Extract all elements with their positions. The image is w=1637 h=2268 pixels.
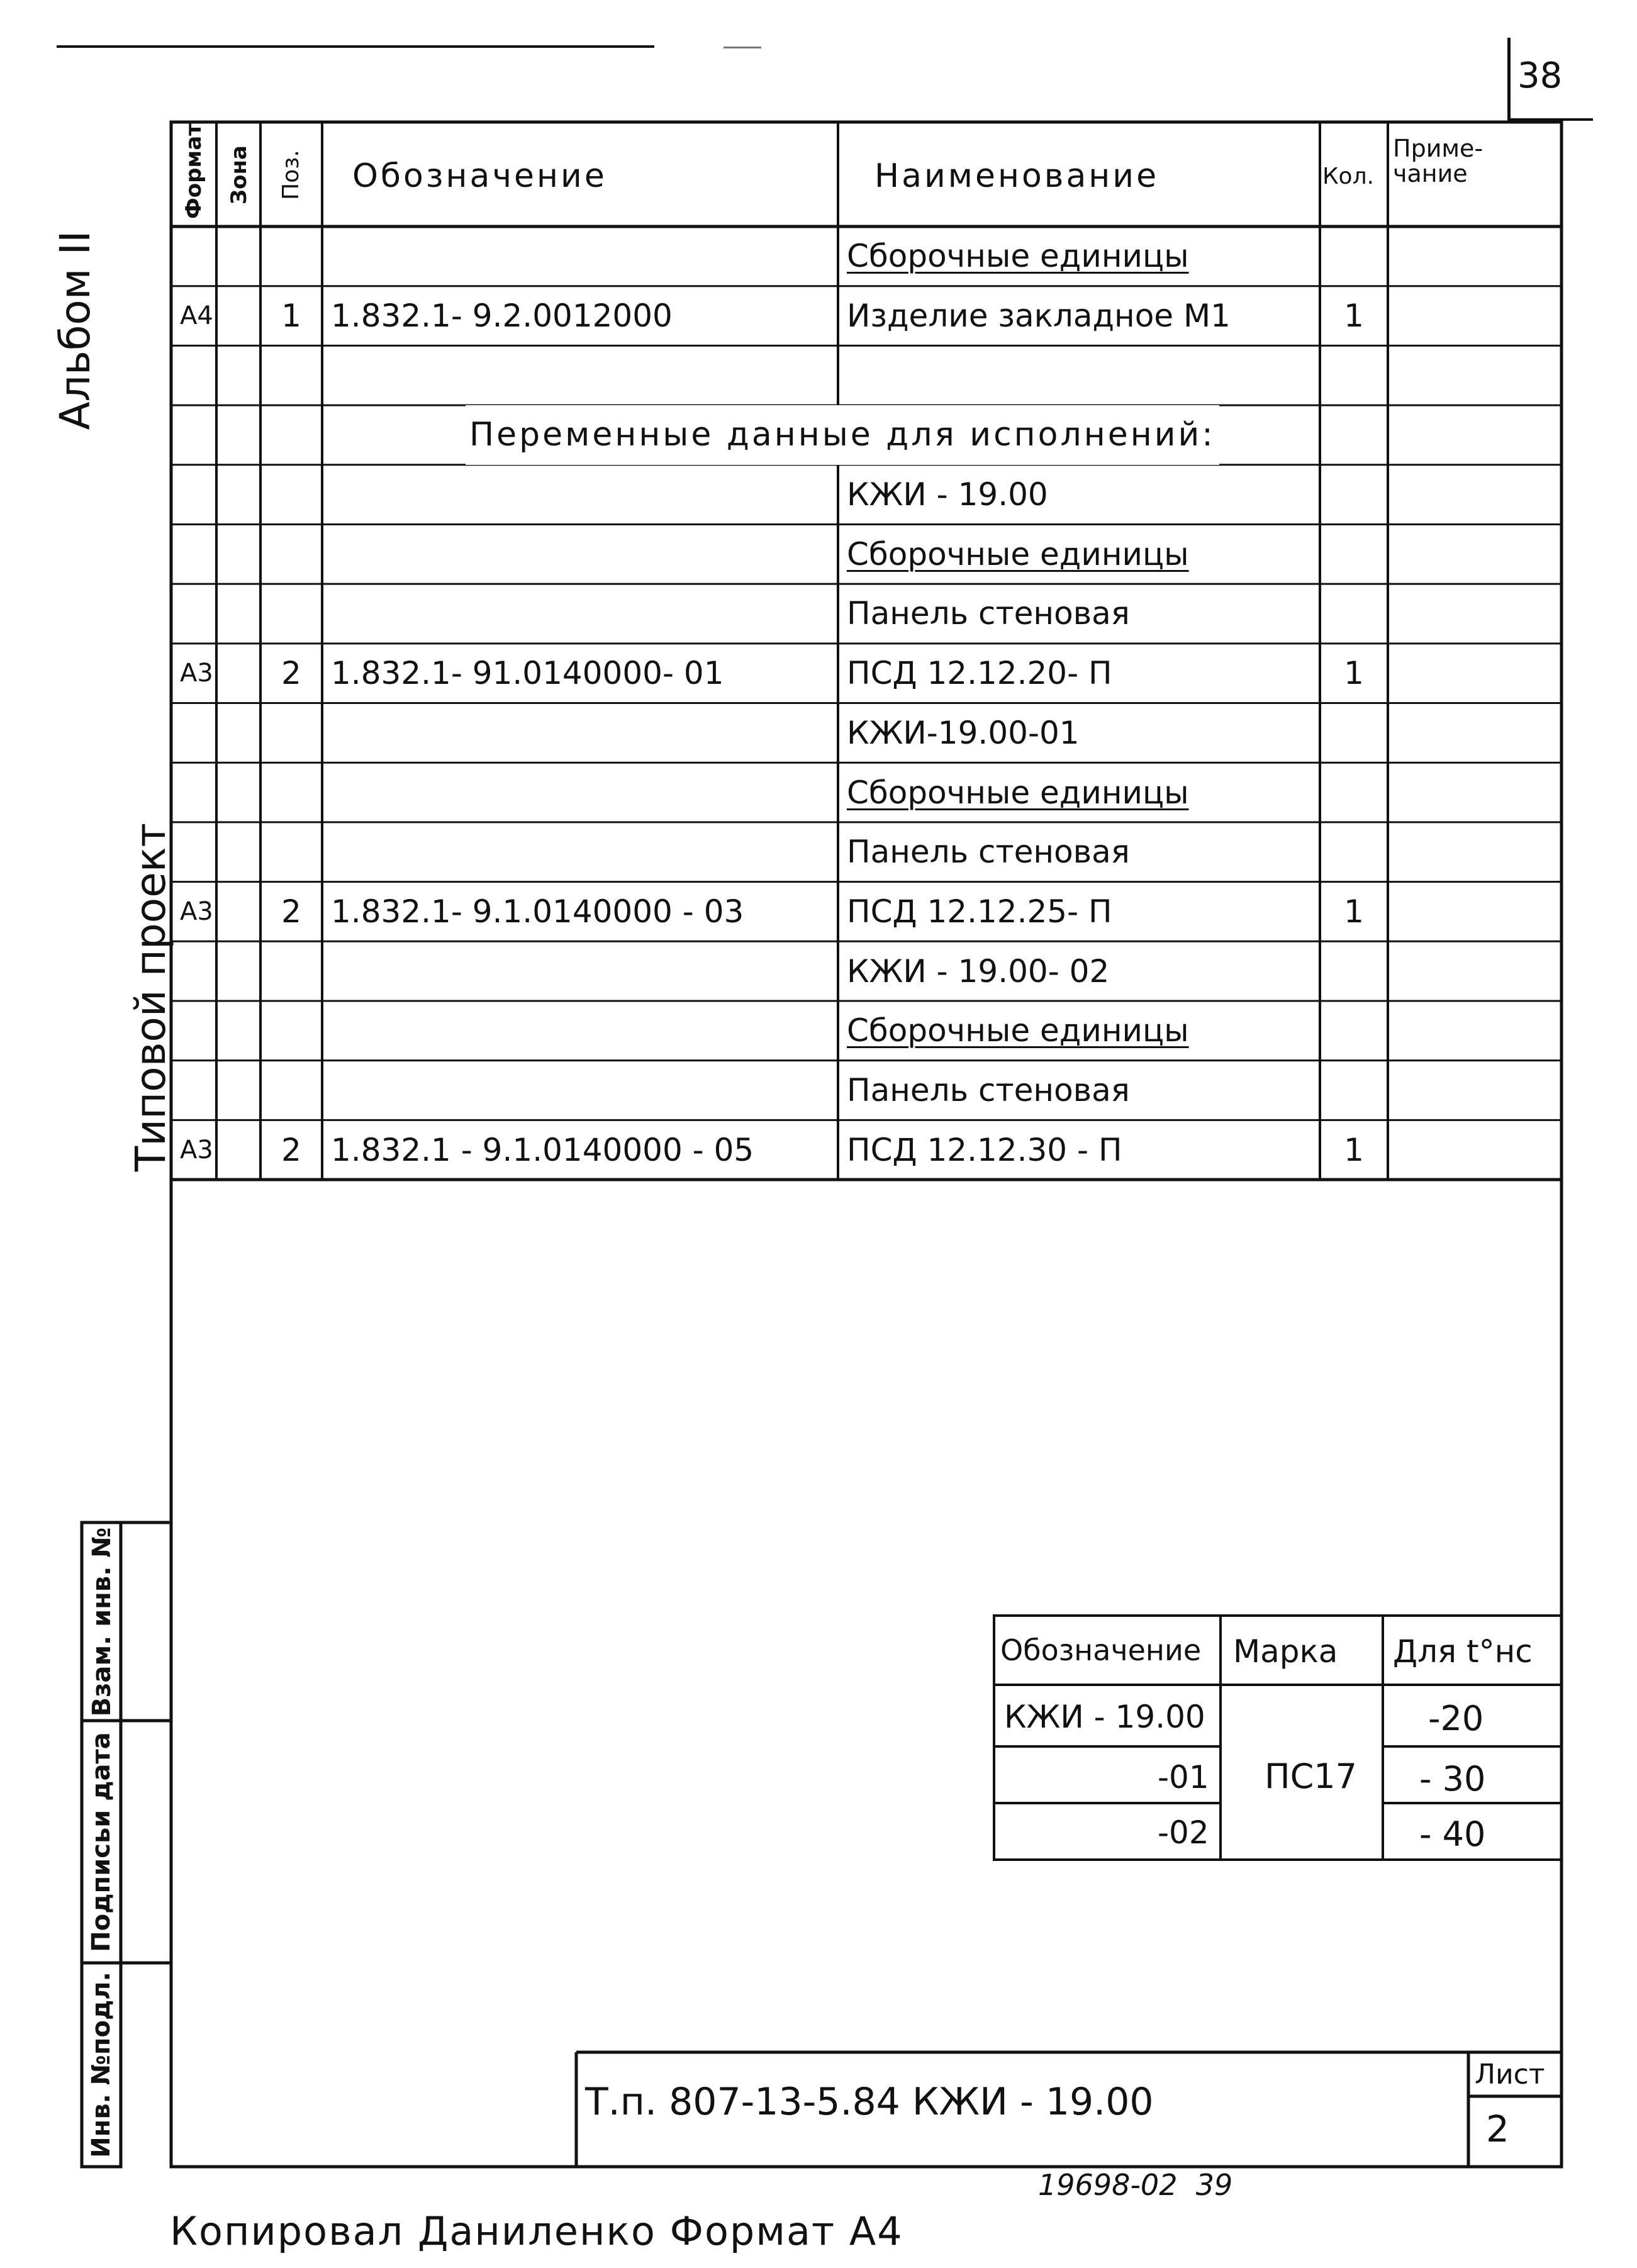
stamp-sign-date: Подписьи дата — [87, 1732, 116, 1952]
row-position: 1 — [281, 298, 301, 335]
row-quantity: 1 — [1344, 298, 1364, 335]
stamp-inv-orig: Инв. №подл. — [87, 1972, 116, 2158]
variants-header-mark: Марка — [1233, 1633, 1338, 1670]
row-name: КЖИ - 19.00- 02 — [847, 952, 1110, 990]
row-name: КЖИ - 19.00 — [847, 476, 1048, 513]
bottom-archive-numbers: 19698-02 39 — [1038, 2168, 1233, 2202]
variants-row-temp: - 30 — [1419, 1759, 1486, 1799]
header-zone: Зона — [226, 145, 252, 204]
variants-row-temp: - 40 — [1419, 1814, 1486, 1854]
header-designation: Обозначение — [352, 157, 607, 195]
row-name: КЖИ-19.00-01 — [847, 714, 1080, 751]
row-designation: 1.832.1- 9.2.0012000 — [331, 298, 673, 335]
sheet-number-top: 38 — [1517, 55, 1563, 96]
variants-mark: ПС17 — [1265, 1757, 1358, 1796]
footer-note: Копировал Даниленко Формат А4 — [170, 2208, 903, 2254]
row-position: 2 — [281, 1131, 301, 1168]
row-name: Панель стеновая — [847, 595, 1130, 632]
row-format: А3 — [180, 897, 213, 926]
title-block-sheet-number: 2 — [1486, 2108, 1509, 2150]
header-name: Наименование — [874, 157, 1159, 195]
row-designation: 1.832.1- 91.0140000- 01 — [331, 655, 724, 692]
row-name: Сборочные единицы — [847, 1012, 1189, 1049]
variants-row-designation: КЖИ - 19.00 — [1004, 1699, 1205, 1735]
project-label: Типовой проект — [126, 822, 175, 1172]
row-position: 2 — [281, 655, 301, 692]
title-block-designation: Т.п. 807-13-5.84 КЖИ - 19.00 — [585, 2080, 1154, 2124]
variants-row-designation: -02 — [1158, 1814, 1209, 1851]
row-name: Панель стеновая — [847, 1071, 1130, 1109]
variable-data-heading: Переменные данные для исполнений: — [466, 405, 1219, 465]
row-name: Сборочные единицы — [847, 535, 1189, 573]
header-format: Формат — [181, 123, 206, 219]
row-quantity: 1 — [1344, 655, 1364, 692]
row-designation: 1.832.1- 9.1.0140000 - 03 — [331, 893, 744, 930]
row-format: А4 — [180, 301, 213, 331]
row-name: Сборочные единицы — [847, 774, 1189, 811]
row-format: А3 — [180, 1135, 213, 1165]
stamp-replace-inv: Взам. инв. № — [87, 1527, 116, 1717]
header-note: Приме- чание — [1393, 135, 1483, 187]
row-format: А3 — [180, 659, 213, 688]
header-pos: Поз. — [278, 150, 304, 200]
row-name: ПСД 12.12.25- П — [847, 893, 1112, 930]
row-name: Изделие закладное М1 — [847, 298, 1231, 335]
variants-header-temp: Для t°нс — [1393, 1633, 1533, 1670]
row-quantity: 1 — [1344, 893, 1364, 930]
row-name: ПСД 12.12.30 - П — [847, 1131, 1122, 1168]
row-name: Панель стеновая — [847, 834, 1130, 871]
header-qty: Кол. — [1322, 163, 1375, 189]
variants-header-designation: Обозначение — [1000, 1633, 1202, 1667]
row-quantity: 1 — [1344, 1131, 1364, 1168]
row-name: ПСД 12.12.20- П — [847, 655, 1112, 692]
album-label: Альбом II — [51, 230, 99, 430]
title-block-sheet-label: Лист — [1475, 2059, 1545, 2091]
variants-row-designation: -01 — [1158, 1759, 1209, 1796]
row-name: Сборочные единицы — [847, 238, 1189, 275]
row-position: 2 — [281, 893, 301, 930]
variants-row-temp: -20 — [1428, 1699, 1484, 1738]
row-designation: 1.832.1 - 9.1.0140000 - 05 — [331, 1131, 754, 1168]
